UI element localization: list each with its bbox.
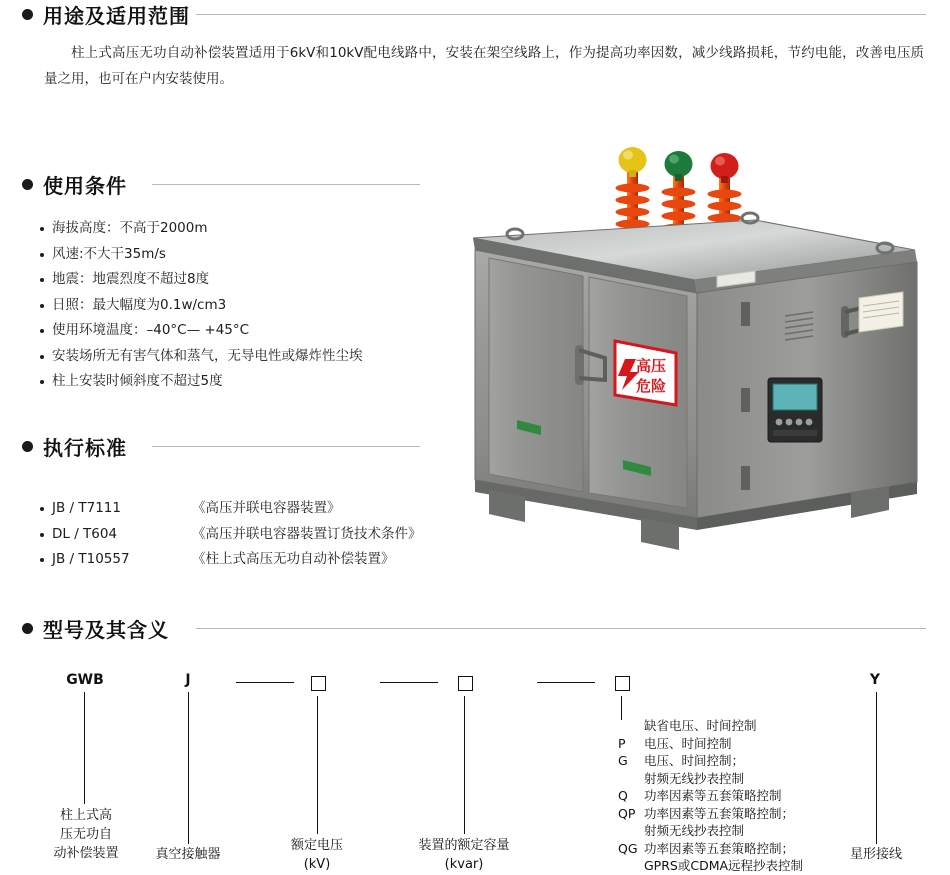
- legend-text: 功率因素等五套策略控制: [644, 788, 782, 803]
- model-leader-line: [317, 696, 318, 834]
- model-label-contactor: 真空接触器: [155, 847, 221, 862]
- model-label-device-line3: 动补偿装置: [53, 846, 119, 861]
- model-placeholder-box-control: [615, 676, 630, 691]
- heading-rule: [152, 446, 420, 447]
- cabinet-door-left: [489, 258, 583, 492]
- standard-name: 《柱上式高压无功自动补偿装置》: [192, 551, 395, 567]
- legend-key: QP: [618, 805, 636, 821]
- nameplate-sticker: [859, 292, 903, 332]
- model-label-voltage-line2: (kV): [303, 857, 331, 872]
- heading-rule: [196, 14, 926, 15]
- svg-text:危险: 危险: [635, 377, 667, 395]
- section-heading-model: [22, 614, 169, 643]
- list-item: 海拔高度：不高于2000m: [38, 216, 438, 242]
- model-label-capacity: [394, 836, 534, 874]
- list-item: [38, 496, 458, 522]
- conditions-list: [38, 216, 438, 395]
- section-heading-usage: [22, 0, 190, 29]
- model-label-voltage: [262, 836, 372, 874]
- standard-name: 《高压并联电容器装置订货技术条件》: [192, 525, 422, 542]
- section-title-usage: 用途及适用范围: [43, 4, 190, 28]
- standard-name: 《高压并联电容器装置》: [192, 500, 341, 516]
- model-designation-diagram: [0, 660, 950, 873]
- svg-text:高压: 高压: [635, 357, 667, 375]
- legend-text: 电压、时间控制: [644, 735, 732, 751]
- model-connector: [236, 682, 294, 683]
- model-leader-line: [188, 692, 189, 844]
- list-item: 安装场所无有害气体和蒸气，无导电性或爆炸性尘埃: [38, 344, 438, 370]
- legend-subtext: 射频无线抄表控制: [644, 823, 745, 838]
- legend-text: 电压、时间控制；: [644, 753, 745, 768]
- section-title-conditions: 使用条件: [43, 174, 127, 198]
- model-code-y: Y: [869, 672, 881, 688]
- legend-key: QG: [618, 840, 638, 856]
- legend-text: 功率因素等五套策略控制；: [644, 840, 795, 856]
- model-leader-line: [876, 692, 877, 844]
- model-label-voltage-line1: 额定电压: [290, 838, 343, 853]
- list-item: 地震：地震烈度不超过8度: [38, 267, 438, 293]
- section-title-standards: 执行标准: [43, 436, 127, 460]
- heading-rule: [196, 628, 926, 629]
- legend-key: G: [618, 753, 628, 768]
- model-code-gwb: GWB: [66, 672, 104, 688]
- controller-panel: [768, 378, 822, 442]
- standards-list: [38, 496, 458, 573]
- usage-paragraph: 柱上式高压无功自动补偿装置适用于6kV和10kV配电线路中，安装在架空线路上，作为提高功率因数，减少线路损耗，节约电能，改善电压质量之用，也可在户内安装使用。: [44, 45, 924, 87]
- model-label-connection: 星形接线: [849, 847, 902, 862]
- list-item: 风速:不大干35m/s: [38, 242, 438, 268]
- bullet-dot-icon: [22, 179, 33, 190]
- model-connector: [380, 682, 438, 683]
- legend-row: [618, 787, 803, 805]
- legend-text: 缺省电压、时间控制: [644, 718, 757, 733]
- model-placeholder-box-capacity: [458, 676, 473, 691]
- list-item: [38, 547, 458, 573]
- model-label-device-line1: 柱上式高: [59, 808, 112, 823]
- list-item: 使用环境温度：–40°C— +45°C: [38, 318, 438, 344]
- legend-subtext: 射频无线抄表控制: [644, 770, 745, 786]
- model-control-legend: [618, 717, 803, 875]
- list-item: 柱上安装时倾斜度不超过5度: [38, 369, 438, 395]
- model-leader-line: [464, 696, 465, 834]
- bullet-dot-icon: [22, 441, 33, 452]
- high-voltage-warning-sign: [615, 341, 676, 405]
- standard-code: JB / T10557: [52, 551, 130, 567]
- bullet-dot-icon: [22, 623, 33, 634]
- section-heading-conditions: [22, 170, 127, 199]
- model-placeholder-box-voltage: [311, 676, 326, 691]
- list-item: 日照：最大幅度为0.1w/cm3: [38, 293, 438, 319]
- device-illustration: [455, 130, 925, 580]
- model-code-j: J: [185, 672, 191, 688]
- legend-row: [618, 805, 803, 823]
- model-label-capacity-line2: (kvar): [444, 857, 484, 872]
- legend-row: [618, 752, 803, 770]
- bullet-dot-icon: [22, 9, 33, 20]
- legend-key: Q: [618, 788, 628, 803]
- model-leader-line: [84, 692, 85, 804]
- legend-row: [618, 717, 803, 735]
- legend-row: [618, 735, 803, 753]
- standard-code: JB / T7111: [52, 500, 121, 516]
- model-label-device-line2: 压无功自: [59, 827, 112, 842]
- legend-subtext: GPRS或CDMA远程抄表控制: [644, 858, 804, 873]
- legend-row: [618, 840, 803, 858]
- list-item: [38, 522, 458, 548]
- legend-text: 功率因素等五套策略控制；: [644, 805, 795, 821]
- legend-key: P: [618, 735, 626, 751]
- model-label-capacity-line1: 装置的额定容量: [418, 838, 510, 853]
- standard-code: DL / T604: [52, 525, 118, 542]
- section-title-model: 型号及其含义: [43, 618, 169, 642]
- model-label-device: [36, 806, 136, 863]
- heading-rule: [152, 184, 420, 185]
- section-heading-standards: [22, 432, 127, 461]
- model-connector: [537, 682, 595, 683]
- product-photo: [455, 130, 925, 580]
